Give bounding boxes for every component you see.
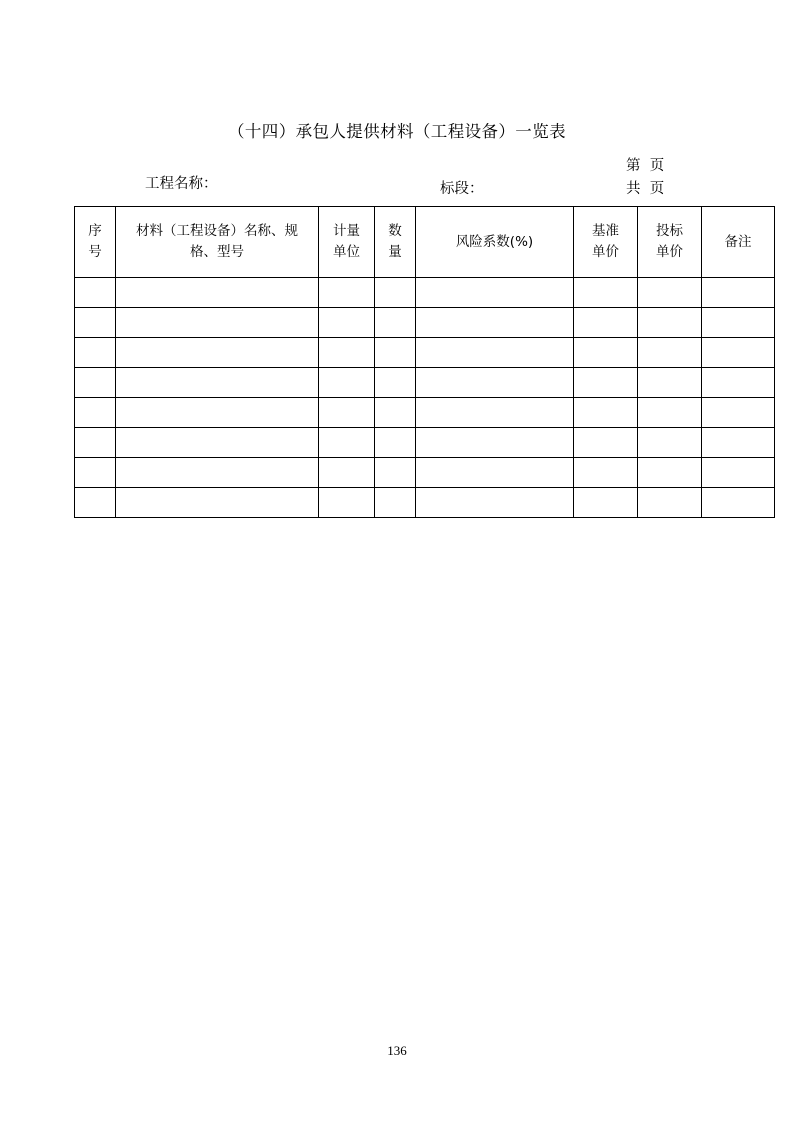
column-header-base-price <box>574 207 638 278</box>
column-header-quantity <box>375 207 416 278</box>
materials-table <box>74 206 775 518</box>
cell-bid-price[interactable] <box>638 428 702 458</box>
column-header-base-price-line2: 单价 <box>592 244 619 260</box>
cell-quantity[interactable] <box>375 308 416 338</box>
cell-unit[interactable] <box>319 458 375 488</box>
page-number-block <box>626 155 716 201</box>
cell-unit[interactable] <box>319 398 375 428</box>
column-header-quantity-line1: 数 <box>388 223 402 239</box>
cell-seq[interactable] <box>75 458 116 488</box>
cell-base-price[interactable] <box>574 338 638 368</box>
cell-base-price[interactable] <box>574 458 638 488</box>
cell-bid-price[interactable] <box>638 398 702 428</box>
table-row <box>75 488 775 518</box>
cell-base-price[interactable] <box>574 278 638 308</box>
table-row <box>75 308 775 338</box>
cell-unit[interactable] <box>319 368 375 398</box>
cell-remark[interactable] <box>702 428 775 458</box>
cell-quantity[interactable] <box>375 488 416 518</box>
column-header-seq <box>75 207 116 278</box>
cell-quantity[interactable] <box>375 458 416 488</box>
cell-quantity[interactable] <box>375 368 416 398</box>
cell-risk[interactable] <box>416 488 574 518</box>
cell-remark[interactable] <box>702 368 775 398</box>
cell-bid-price[interactable] <box>638 488 702 518</box>
cell-seq[interactable] <box>75 308 116 338</box>
column-header-quantity-line2: 量 <box>388 244 402 260</box>
column-header-name-line2: 格、型号 <box>190 244 244 260</box>
cell-remark[interactable] <box>702 398 775 428</box>
table-row <box>75 398 775 428</box>
table-body <box>75 278 775 518</box>
column-header-remark: 备注 <box>702 207 775 278</box>
cell-name[interactable] <box>116 398 319 428</box>
cell-seq[interactable] <box>75 428 116 458</box>
table-row <box>75 428 775 458</box>
table-header-row <box>75 207 775 278</box>
cell-seq[interactable] <box>75 368 116 398</box>
cell-risk[interactable] <box>416 458 574 488</box>
column-header-name <box>116 207 319 278</box>
cell-risk[interactable] <box>416 308 574 338</box>
table-row <box>75 338 775 368</box>
cell-bid-price[interactable] <box>638 308 702 338</box>
cell-risk[interactable] <box>416 368 574 398</box>
cell-name[interactable] <box>116 338 319 368</box>
table-row <box>75 458 775 488</box>
cell-risk[interactable] <box>416 338 574 368</box>
cell-name[interactable] <box>116 428 319 458</box>
page-current-label: 第 页 <box>626 158 665 174</box>
column-header-risk: 风险系数(%) <box>416 207 574 278</box>
cell-remark[interactable] <box>702 308 775 338</box>
cell-unit[interactable] <box>319 428 375 458</box>
cell-name[interactable] <box>116 308 319 338</box>
cell-unit[interactable] <box>319 308 375 338</box>
column-header-unit-line1: 计量 <box>333 223 360 239</box>
cell-bid-price[interactable] <box>638 278 702 308</box>
cell-risk[interactable] <box>416 398 574 428</box>
cell-name[interactable] <box>116 488 319 518</box>
cell-base-price[interactable] <box>574 308 638 338</box>
page-title: （十四）承包人提供材料（工程设备）一览表 <box>228 122 566 141</box>
cell-quantity[interactable] <box>375 398 416 428</box>
cell-remark[interactable] <box>702 488 775 518</box>
column-header-seq-line1: 序 <box>88 223 102 239</box>
cell-base-price[interactable] <box>574 398 638 428</box>
cell-name[interactable] <box>116 458 319 488</box>
cell-unit[interactable] <box>319 338 375 368</box>
cell-risk[interactable] <box>416 278 574 308</box>
section-label: 标段： <box>440 181 484 197</box>
column-header-unit <box>319 207 375 278</box>
cell-seq[interactable] <box>75 488 116 518</box>
cell-bid-price[interactable] <box>638 458 702 488</box>
cell-name[interactable] <box>116 278 319 308</box>
column-header-unit-line2: 单位 <box>333 244 360 260</box>
cell-bid-price[interactable] <box>638 368 702 398</box>
cell-bid-price[interactable] <box>638 338 702 368</box>
column-header-base-price-line1: 基准 <box>592 223 619 239</box>
column-header-bid-price-line1: 投标 <box>656 223 683 239</box>
table-row <box>75 368 775 398</box>
table-row <box>75 278 775 308</box>
cell-seq[interactable] <box>75 338 116 368</box>
cell-base-price[interactable] <box>574 488 638 518</box>
cell-unit[interactable] <box>319 488 375 518</box>
cell-remark[interactable] <box>702 338 775 368</box>
table-header <box>75 207 775 278</box>
cell-base-price[interactable] <box>574 368 638 398</box>
column-header-bid-price <box>638 207 702 278</box>
column-header-bid-price-line2: 单价 <box>656 244 683 260</box>
column-header-seq-line2: 号 <box>88 244 102 260</box>
column-header-name-line1: 材料（工程设备）名称、规 <box>136 223 298 239</box>
cell-quantity[interactable] <box>375 428 416 458</box>
cell-name[interactable] <box>116 368 319 398</box>
cell-risk[interactable] <box>416 428 574 458</box>
page-total-label: 共 页 <box>626 181 665 197</box>
cell-seq[interactable] <box>75 278 116 308</box>
cell-remark[interactable] <box>702 458 775 488</box>
cell-base-price[interactable] <box>574 428 638 458</box>
footer-page-number: 136 <box>387 1043 407 1058</box>
cell-remark[interactable] <box>702 278 775 308</box>
project-name-label: 工程名称： <box>145 176 218 192</box>
cell-quantity[interactable] <box>375 338 416 368</box>
cell-quantity[interactable] <box>375 278 416 308</box>
cell-unit[interactable] <box>319 278 375 308</box>
cell-seq[interactable] <box>75 398 116 428</box>
